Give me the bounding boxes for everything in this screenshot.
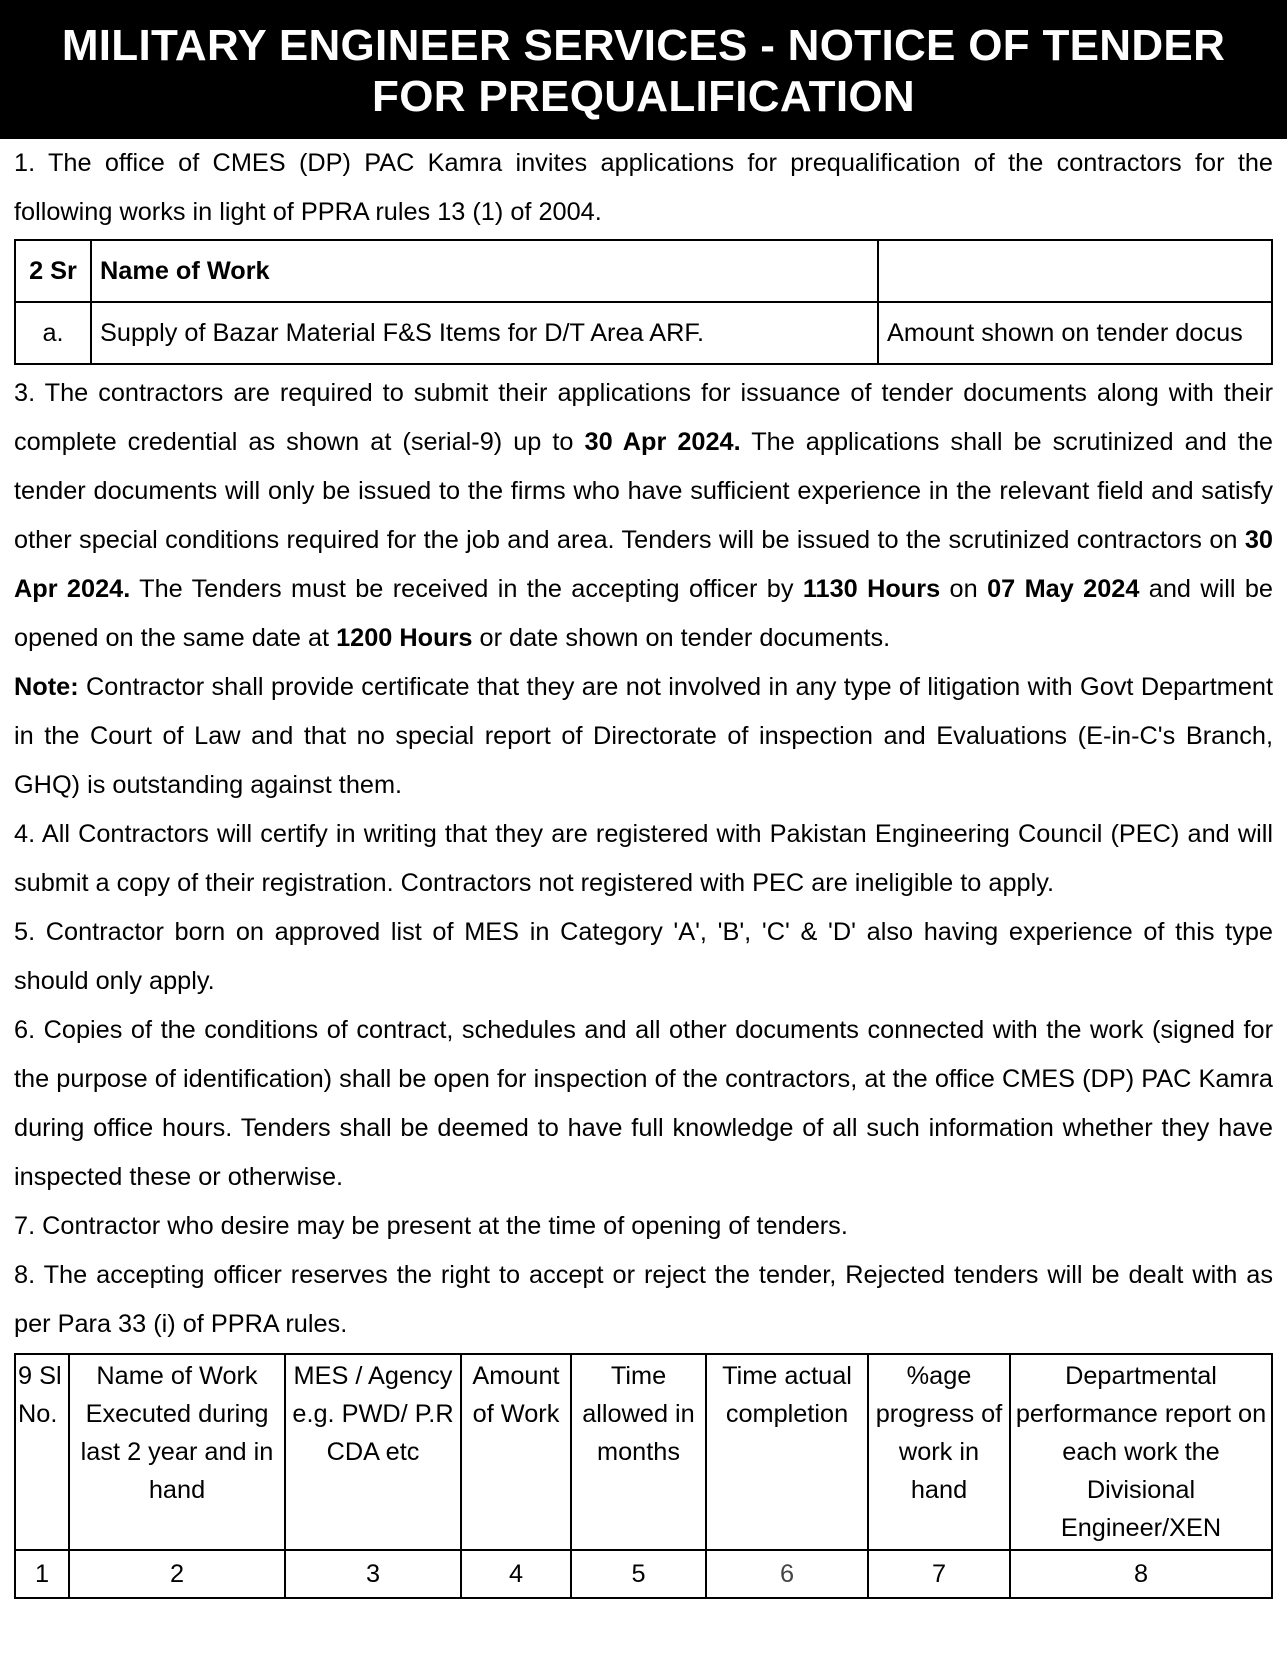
- para3-text-5: and will be opened on the same date at: [14, 575, 1273, 652]
- para3-text-4: on: [940, 575, 988, 603]
- para3-opening-time: 1200 Hours: [336, 624, 473, 652]
- works-row-name: Supply of Bazar Material F&S Items for D/T Area ARF.: [91, 302, 878, 364]
- credentials-col-number: 5: [571, 1550, 706, 1598]
- notice-body: [0, 139, 1287, 1599]
- works-table: [14, 239, 1273, 365]
- paragraph-7: 7. Contractor who desire may be present at the time of opening of tenders.: [14, 1212, 848, 1240]
- para3-date-issue: 30 Apr 2024.: [14, 526, 1273, 603]
- credentials-header-row: [15, 1354, 1272, 1550]
- credentials-header-performance: Departmental performance report on each work the Divisional Engineer/XEN: [1010, 1354, 1272, 1550]
- credentials-header-agency: MES / Agency e.g. PWD/ P.R CDA etc: [285, 1354, 461, 1550]
- para3-text-2: The applications shall be scrutinized and the tender documents will only be issued to the firms who have sufficient experience in the relevant field and satisfy other special conditions required for the job and area. Tenders will be issued to the scrutinized contractors on: [14, 428, 1273, 554]
- works-header-amount: [878, 240, 1272, 302]
- works-row-amount: Amount shown on tender docus: [878, 302, 1272, 364]
- paragraph-3: [14, 369, 1273, 663]
- credentials-number-row: [15, 1550, 1272, 1598]
- works-header-sr: 2 Sr: [15, 240, 91, 302]
- header-title-line2: FOR PREQUALIFICATION: [372, 72, 915, 121]
- credentials-header-time-allowed: Time allowed in months: [571, 1354, 706, 1550]
- para3-date-applications: 30 Apr 2024.: [584, 428, 741, 456]
- paragraph-6: 6. Copies of the conditions of contract, schedules and all other documents connected with the work (signed for the purpose of identification) shall be open for inspection of the contractors, at the office CMES (DP) PAC Kamra during office hours. Tenders shall be deemed to have full knowledge of all such information whether they have inspected these or otherwise.: [14, 1016, 1273, 1191]
- para3-receipt-time: 1130 Hours: [802, 575, 941, 603]
- credentials-col-number: 2: [69, 1550, 285, 1598]
- credentials-header-amount: Amount of Work: [461, 1354, 571, 1550]
- credentials-col-number: 4: [461, 1550, 571, 1598]
- note-text: Contractor shall provide certificate that they are not involved in any type of litigation with Govt Department in the Court of Law and that no special report of Directorate of inspection and Evaluations (E-in-C's Branch, GHQ) is outstanding against them.: [14, 673, 1273, 799]
- credentials-header-work-name: Name of Work Executed during last 2 year and in hand: [69, 1354, 285, 1550]
- credentials-col-number: 3: [285, 1550, 461, 1598]
- paragraph-5: 5. Contractor born on approved list of MES in Category 'A', 'B', 'C' & 'D' also having experience of this type should only apply.: [14, 918, 1273, 995]
- credentials-col-number: 7: [868, 1550, 1010, 1598]
- credentials-col-number: 6: [706, 1550, 868, 1598]
- works-table-header: [15, 240, 1272, 302]
- para3-receipt-date: 07 May 2024: [987, 575, 1140, 603]
- note-label: Note:: [14, 673, 79, 701]
- works-table-row: [15, 302, 1272, 364]
- credentials-table: [14, 1353, 1273, 1599]
- credentials-header-progress: %age progress of work in hand: [868, 1354, 1010, 1550]
- works-header-name: Name of Work: [91, 240, 878, 302]
- credentials-header-time-actual: Time actual completion: [706, 1354, 868, 1550]
- credentials-header-sl: 9 Sl No.: [15, 1354, 69, 1550]
- notice-header: [0, 0, 1287, 139]
- paragraph-1: 1. The office of CMES (DP) PAC Kamra invites applications for prequalification of the contractors for the following works in light of PPRA rules 13 (1) of 2004.: [14, 149, 1273, 226]
- works-row-sr: a.: [15, 302, 91, 364]
- note-paragraph: [14, 663, 1273, 810]
- paragraph-8: 8. The accepting officer reserves the right to accept or reject the tender, Rejected tenders will be dealt with as per Para 33 (i) of PPRA rules.: [14, 1261, 1273, 1338]
- credentials-col-number: 1: [15, 1550, 69, 1598]
- para3-text-6: or date shown on tender documents.: [472, 624, 891, 652]
- header-title-line1: MILITARY ENGINEER SERVICES - NOTICE OF TENDER: [61, 21, 1226, 70]
- paragraph-4: 4. All Contractors will certify in writing that they are registered with Pakistan Engineering Council (PEC) and will submit a copy of their registration. Contractors not registered with PEC are ineligible to apply.: [14, 820, 1273, 897]
- para3-text-3: The Tenders must be received in the accepting officer by: [130, 575, 803, 603]
- credentials-col-number: 8: [1010, 1550, 1272, 1598]
- para3-text-1: 3. The contractors are required to submit their applications for issuance of tender documents along with their complete credential as shown at (serial-9) up to: [14, 379, 1273, 456]
